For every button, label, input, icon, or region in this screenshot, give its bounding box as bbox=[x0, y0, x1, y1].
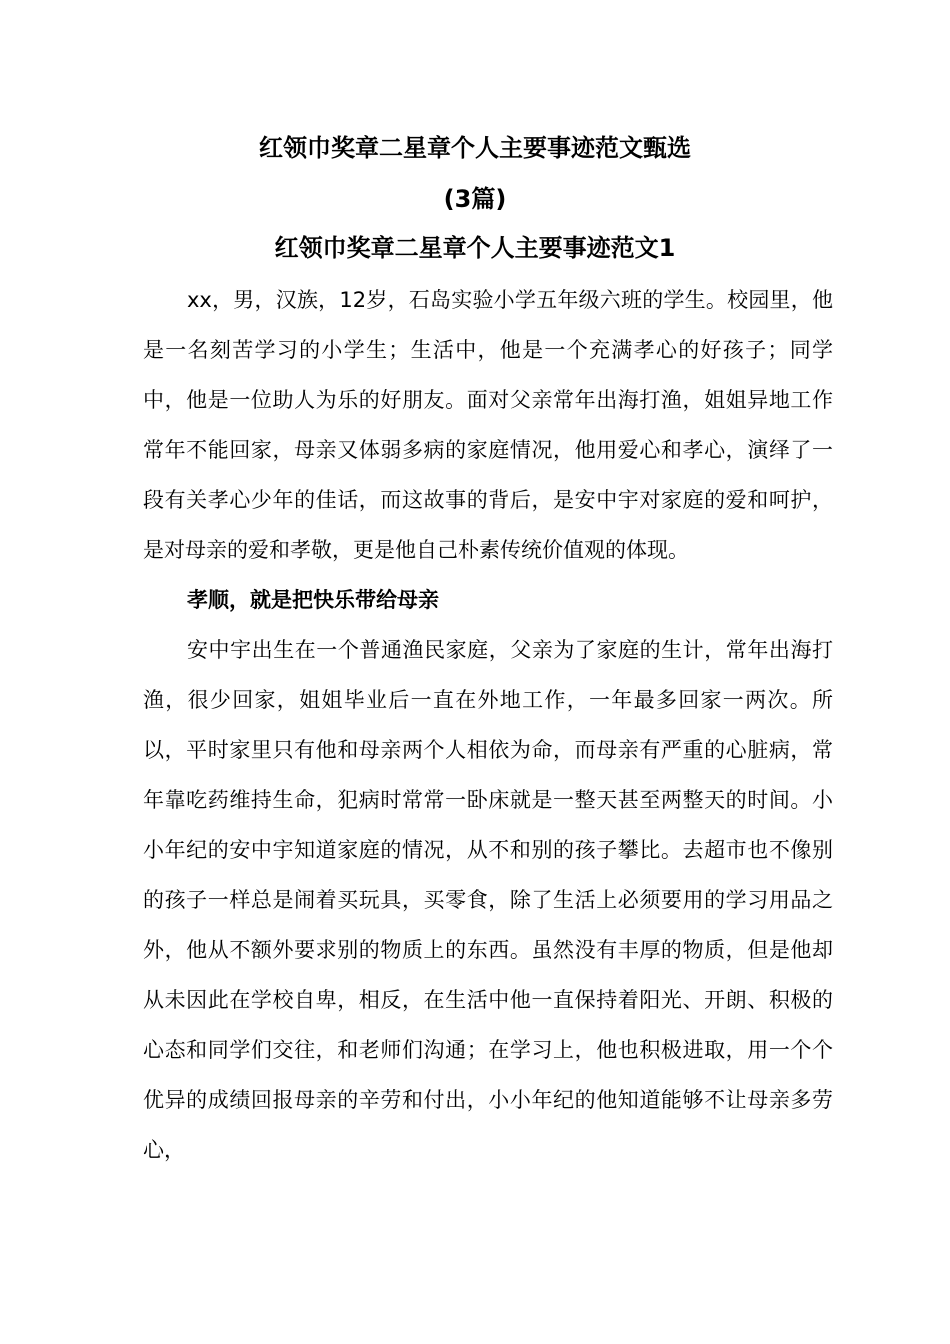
document-body bbox=[143, 275, 833, 1175]
body-paragraph: xx，男，汉族，12岁，石岛实验小学五年级六班的学生。校园里，他是一名刻苦学习的小学生；生活中，他是一个充满孝心的好孩子；同学中，他是一位助人为乐的好朋友。面对父亲常年出海打渔，姐姐异地工作常年不能回家，母亲又体弱多病的家庭情况，他用爱心和孝心，演绎了一段有关孝心少年的佳话，而这故事的背后，是安中宇对家庭的爱和呵护，是对母亲的爱和孝敬，更是他自己朴素传统价值观的体现。 bbox=[143, 288, 833, 562]
document-title: 红领巾奖章二星章个人主要事迹范文甄选 bbox=[259, 134, 691, 162]
section-subheading: 孝顺，就是把快乐带给母亲 bbox=[187, 588, 439, 612]
body-paragraph: 安中宇出生在一个普通渔民家庭，父亲为了家庭的生计，常年出海打渔，很少回家，姐姐毕业后一直在外地工作，一年最多回家一两次。所以，平时家里只有他和母亲两个人相依为命，而母亲有严重的心脏病，常年靠吃药维持生命，犯病时常常一卧床就是一整天甚至两整天的时间。小小年纪的安中宇知道家庭的情况，从不和别的孩子攀比。去超市也不像别的孩子一样总是闹着买玩具，买零食，除了生活上必须要用的学习用品之外，他从不额外要求别的物质上的东西。虽然没有丰厚的物质，但是他却从未因此在学校自卑，相反，在生活中他一直保持着阳光、开朗、积极的心态和同学们交往，和老师们沟通；在学习上，他也积极进取，用一个个优异的成绩回报母亲的辛劳和付出，小小年纪的他知道能够不让母亲多劳心， bbox=[143, 638, 833, 1162]
document-subtitle: (3篇) bbox=[443, 185, 507, 213]
section-title: 红领巾奖章二星章个人主要事迹范文1 bbox=[274, 234, 676, 262]
